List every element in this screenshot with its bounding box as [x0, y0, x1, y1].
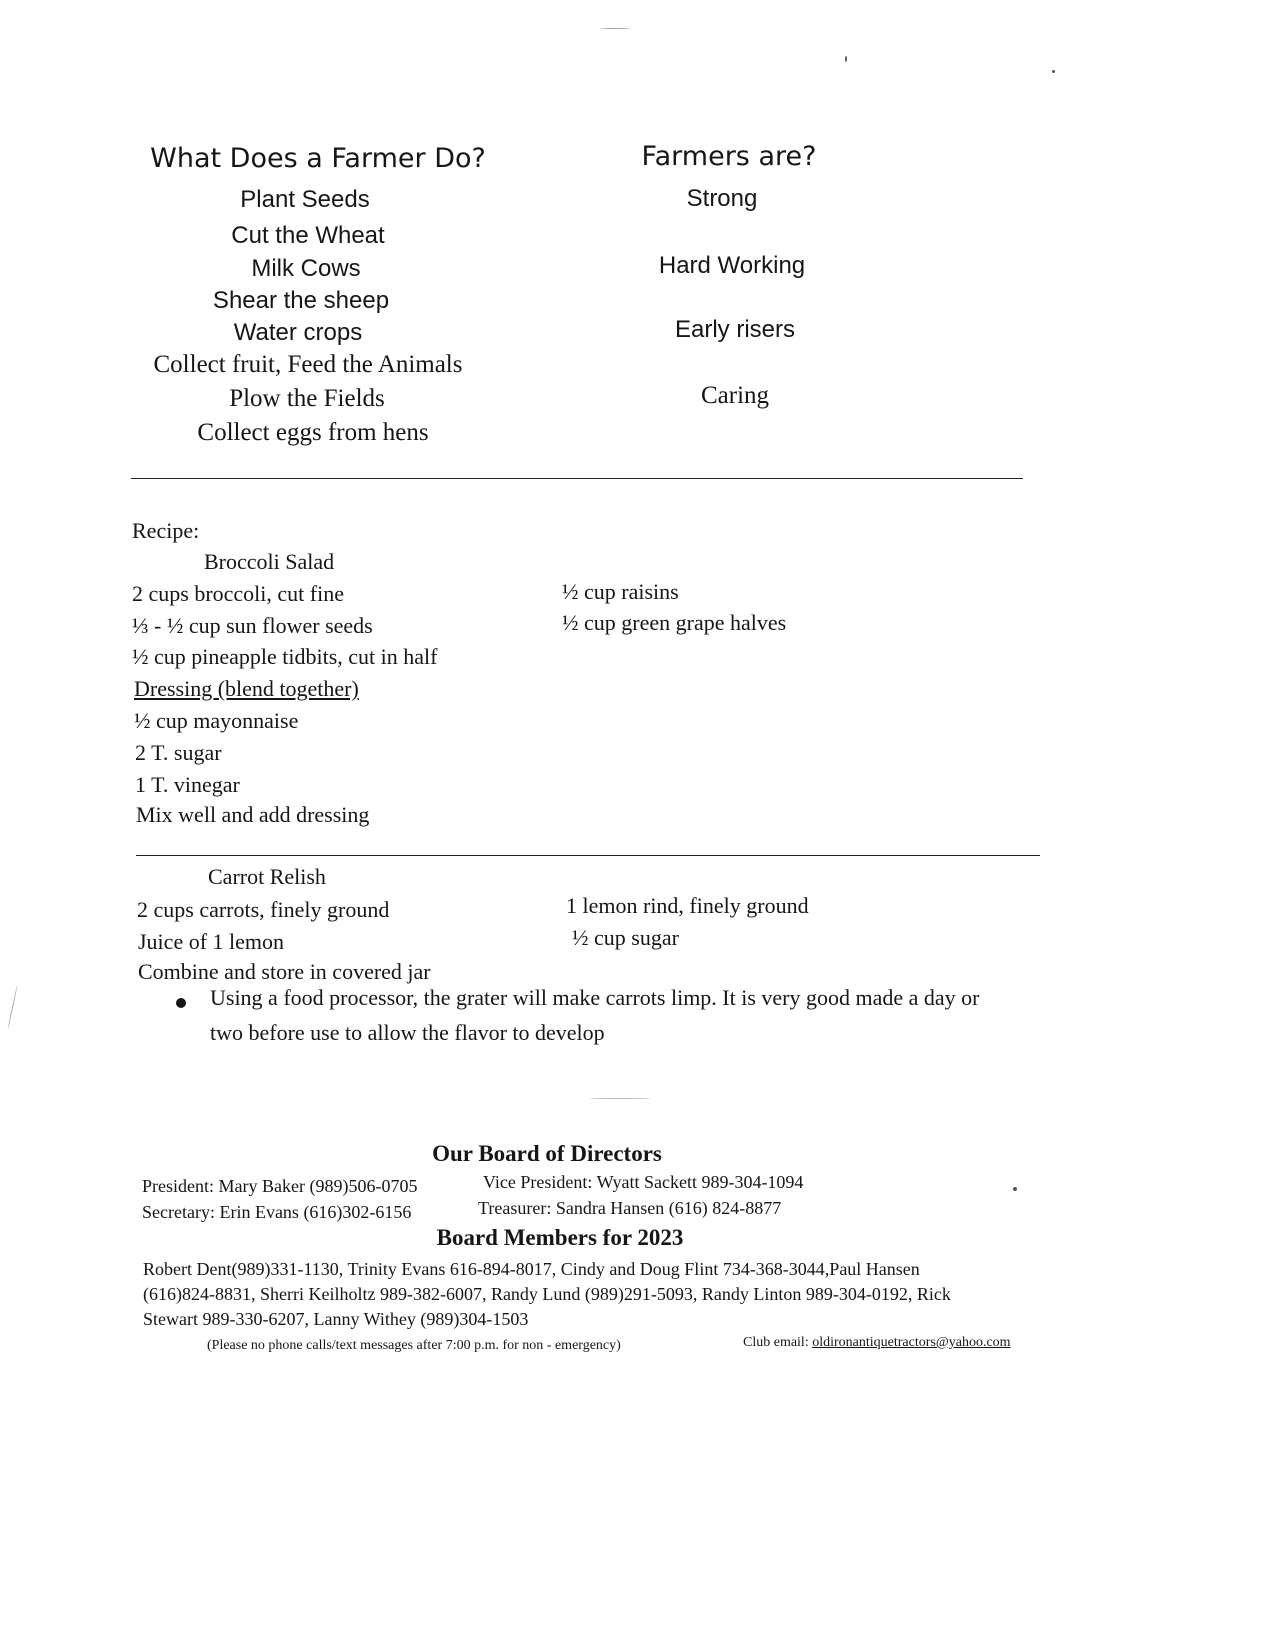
scan-speck [7, 985, 17, 1029]
board-secretary: Secretary: Erin Evans (616)302-6156 [142, 1202, 412, 1222]
carrot-tip-line: two before use to allow the flavor to develop [210, 1020, 605, 1045]
farmer-do-item: Shear the sheep [212, 287, 390, 314]
carrot-ingredient: 2 cups carrots, finely ground [137, 897, 390, 922]
scan-speck [590, 1098, 650, 1099]
bullet-icon [176, 998, 186, 1008]
board-heading: Our Board of Directors [432, 1141, 662, 1166]
club-email [743, 1335, 1011, 1351]
farmers-are-title: Farmers are? [641, 141, 817, 172]
phone-note: (Please no phone calls/text messages after 7:00 p.m. for non - emergency) [207, 1338, 621, 1353]
scan-speck [1013, 1187, 1017, 1191]
farmers-are-item: Caring [700, 382, 770, 409]
dressing-ingredient: 1 T. vinegar [135, 772, 240, 797]
scan-speck [845, 56, 847, 62]
farmer-do-item: Water crops [233, 319, 363, 346]
broccoli-ingredient: ½ cup pineapple tidbits, cut in half [132, 644, 438, 669]
dressing-ingredient: 2 T. sugar [135, 740, 222, 765]
carrot-tip-line: Using a food processor, the grater will make carrots limp. It is very good made a day or [210, 985, 980, 1010]
farmer-do-item: Milk Cows [251, 255, 361, 282]
board-members-line: Stewart 989-330-6207, Lanny Withey (989)304-1503 [143, 1309, 529, 1329]
club-email-link[interactable]: oldironantiquetractors@yahoo.com [812, 1335, 1011, 1350]
farmers-are-item: Early risers [674, 316, 796, 343]
carrot-ingredient: Juice of 1 lemon [138, 929, 285, 954]
farmer-do-item: Collect eggs from hens [197, 419, 429, 446]
carrot-ingredient: 1 lemon rind, finely ground [566, 893, 809, 918]
section-divider [136, 855, 1040, 856]
board-president: President: Mary Baker (989)506-0705 [142, 1176, 418, 1196]
farmers-are-item: Strong [686, 185, 758, 212]
scan-speck [600, 28, 630, 29]
scan-speck [1052, 70, 1055, 73]
broccoli-ingredient: ½ cup raisins [562, 579, 679, 604]
board-members-line: Robert Dent(989)331-1130, Trinity Evans 616-894-8017, Cindy and Doug Flint 734-368-3044,Paul Hansen [143, 1259, 920, 1279]
board-members-line: (616)824-8831, Sherri Keilholtz 989-382-6007, Randy Lund (989)291-5093, Randy Linton 989-304-0192, Rick [143, 1284, 951, 1304]
carrot-ingredient: ½ cup sugar [572, 925, 679, 950]
farmer-do-item: Collect fruit, Feed the Animals [153, 351, 463, 378]
farmer-do-item: Plow the Fields [229, 385, 385, 412]
board-members-heading: Board Members for 2023 [436, 1225, 684, 1250]
club-email-label: Club email: [743, 1335, 813, 1350]
broccoli-salad-title: Broccoli Salad [204, 549, 335, 574]
section-divider [131, 478, 1023, 479]
carrot-relish-title: Carrot Relish [208, 864, 326, 889]
farmers-are-item: Hard Working [658, 252, 806, 279]
broccoli-ingredient: ⅓ - ½ cup sun flower seeds [132, 613, 373, 638]
board-vice-president: Vice President: Wyatt Sackett 989-304-1094 [483, 1172, 804, 1192]
dressing-heading [134, 676, 359, 702]
farmer-do-item: Plant Seeds [240, 186, 370, 213]
carrot-instruction: Combine and store in covered jar [138, 959, 431, 984]
broccoli-ingredient: 2 cups broccoli, cut fine [132, 581, 344, 606]
recipe-label: Recipe: [132, 518, 200, 543]
board-treasurer: Treasurer: Sandra Hansen (616) 824-8877 [478, 1198, 782, 1218]
farmer-do-item: Cut the Wheat [231, 222, 385, 249]
broccoli-instruction: Mix well and add dressing [136, 802, 370, 827]
broccoli-ingredient: ½ cup green grape halves [562, 610, 787, 635]
farmer-do-title: What Does a Farmer Do? [150, 143, 486, 174]
dressing-ingredient: ½ cup mayonnaise [134, 708, 299, 733]
dressing-heading-text: Dressing (blend together) [134, 676, 359, 701]
